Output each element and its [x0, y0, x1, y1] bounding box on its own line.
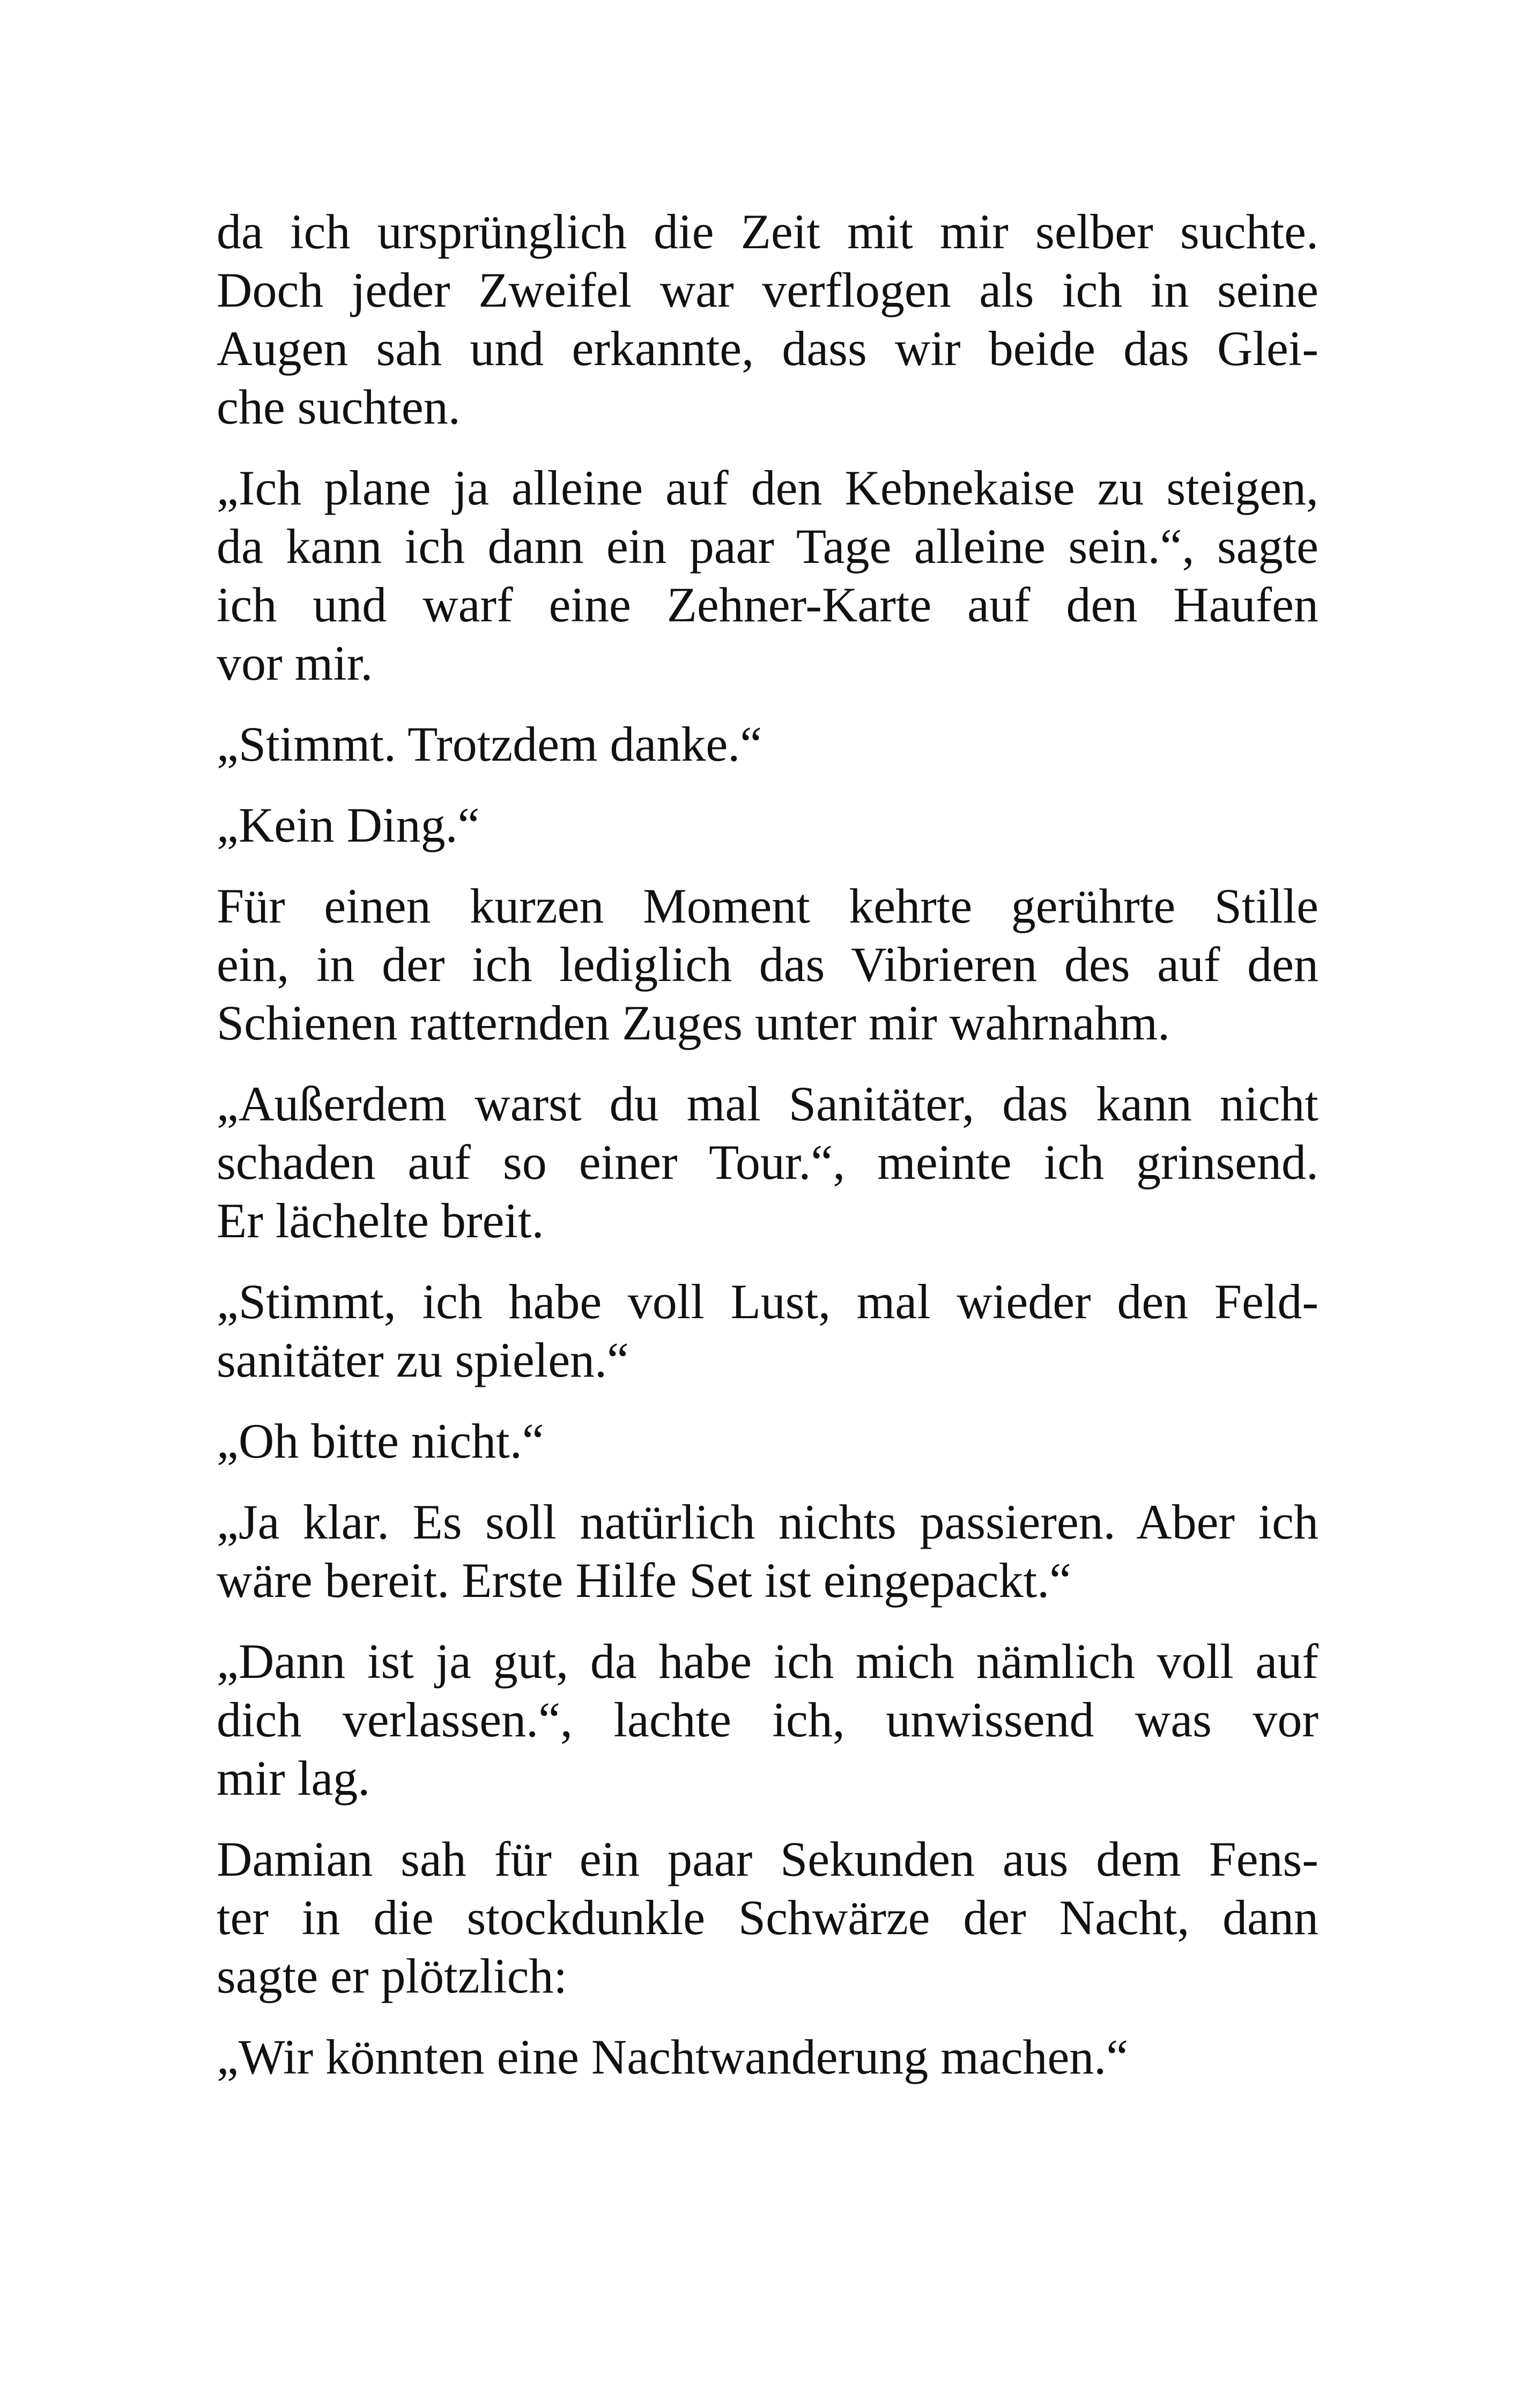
text-line: che suchten.: [217, 380, 461, 434]
text-line: ich und warf eine Zehner-Karte auf den Haufen: [217, 577, 1318, 632]
text-line: ter in die stockdunkle Schwärze der Nacht, dann: [217, 1890, 1318, 1945]
paragraph-3: [217, 715, 1318, 774]
paragraph-2: [217, 459, 1318, 693]
text-line: „Oh bitte nicht.“: [217, 1414, 544, 1468]
text-line: Doch jeder Zweifel war verflogen als ich in seine: [217, 263, 1318, 317]
book-page: [217, 203, 1318, 2109]
paragraph-11: [217, 1830, 1318, 2005]
paragraph-7: [217, 1273, 1318, 1389]
text-line: Schienen ratternden Zuges unter mir wahrnahm.: [217, 995, 1170, 1050]
paragraph-6: [217, 1075, 1318, 1250]
text-line: „Dann ist ja gut, da habe ich mich nämlich voll auf: [217, 1634, 1318, 1689]
text-line: „Ja klar. Es soll natürlich nichts passieren. Aber ich: [217, 1495, 1318, 1549]
text-line: sanitäter zu spielen.“: [217, 1333, 629, 1387]
text-line: sagte er plötzlich:: [217, 1949, 567, 2003]
text-line: Damian sah für ein paar Sekunden aus dem Fens-: [217, 1832, 1318, 1886]
paragraph-1: [217, 203, 1318, 436]
text-line: „Wir könnten eine Nachtwanderung machen.“: [217, 2030, 1129, 2084]
text-line: wäre bereit. Erste Hilfe Set ist eingepackt.“: [217, 1553, 1072, 1608]
text-line: „Ich plane ja alleine auf den Kebnekaise zu steigen,: [217, 460, 1318, 515]
text-line: dich verlassen.“, lachte ich, unwissend was vor: [217, 1692, 1318, 1747]
paragraph-12: [217, 2028, 1318, 2086]
text-line: „Kein Ding.“: [217, 798, 480, 852]
text-line: Für einen kurzen Moment kehrte gerührte Stille: [217, 879, 1318, 933]
text-line: Augen sah und erkannte, dass wir beide das Glei-: [217, 321, 1318, 376]
text-line: da kann ich dann ein paar Tage alleine sein.“, sagte: [217, 519, 1318, 574]
paragraph-8: [217, 1412, 1318, 1470]
text-line: Er lächelte breit.: [217, 1193, 544, 1248]
text-line: da ich ursprünglich die Zeit mit mir selber suchte.: [217, 204, 1318, 259]
paragraph-4: [217, 796, 1318, 854]
text-line: schaden auf so einer Tour.“, meinte ich grinsend.: [217, 1135, 1318, 1190]
text-line: vor mir.: [217, 636, 373, 690]
paragraph-5: [217, 877, 1318, 1052]
text-line: ein, in der ich lediglich das Vibrieren des auf den: [217, 937, 1318, 992]
text-line: „Stimmt, ich habe voll Lust, mal wieder den Feld-: [217, 1274, 1318, 1329]
text-line: „Stimmt. Trotzdem danke.“: [217, 717, 762, 771]
text-line: mir lag.: [217, 1751, 371, 1805]
text-line: „Außerdem warst du mal Sanitäter, das kann nicht: [217, 1076, 1318, 1131]
paragraph-9: [217, 1493, 1318, 1610]
paragraph-10: [217, 1632, 1318, 1808]
